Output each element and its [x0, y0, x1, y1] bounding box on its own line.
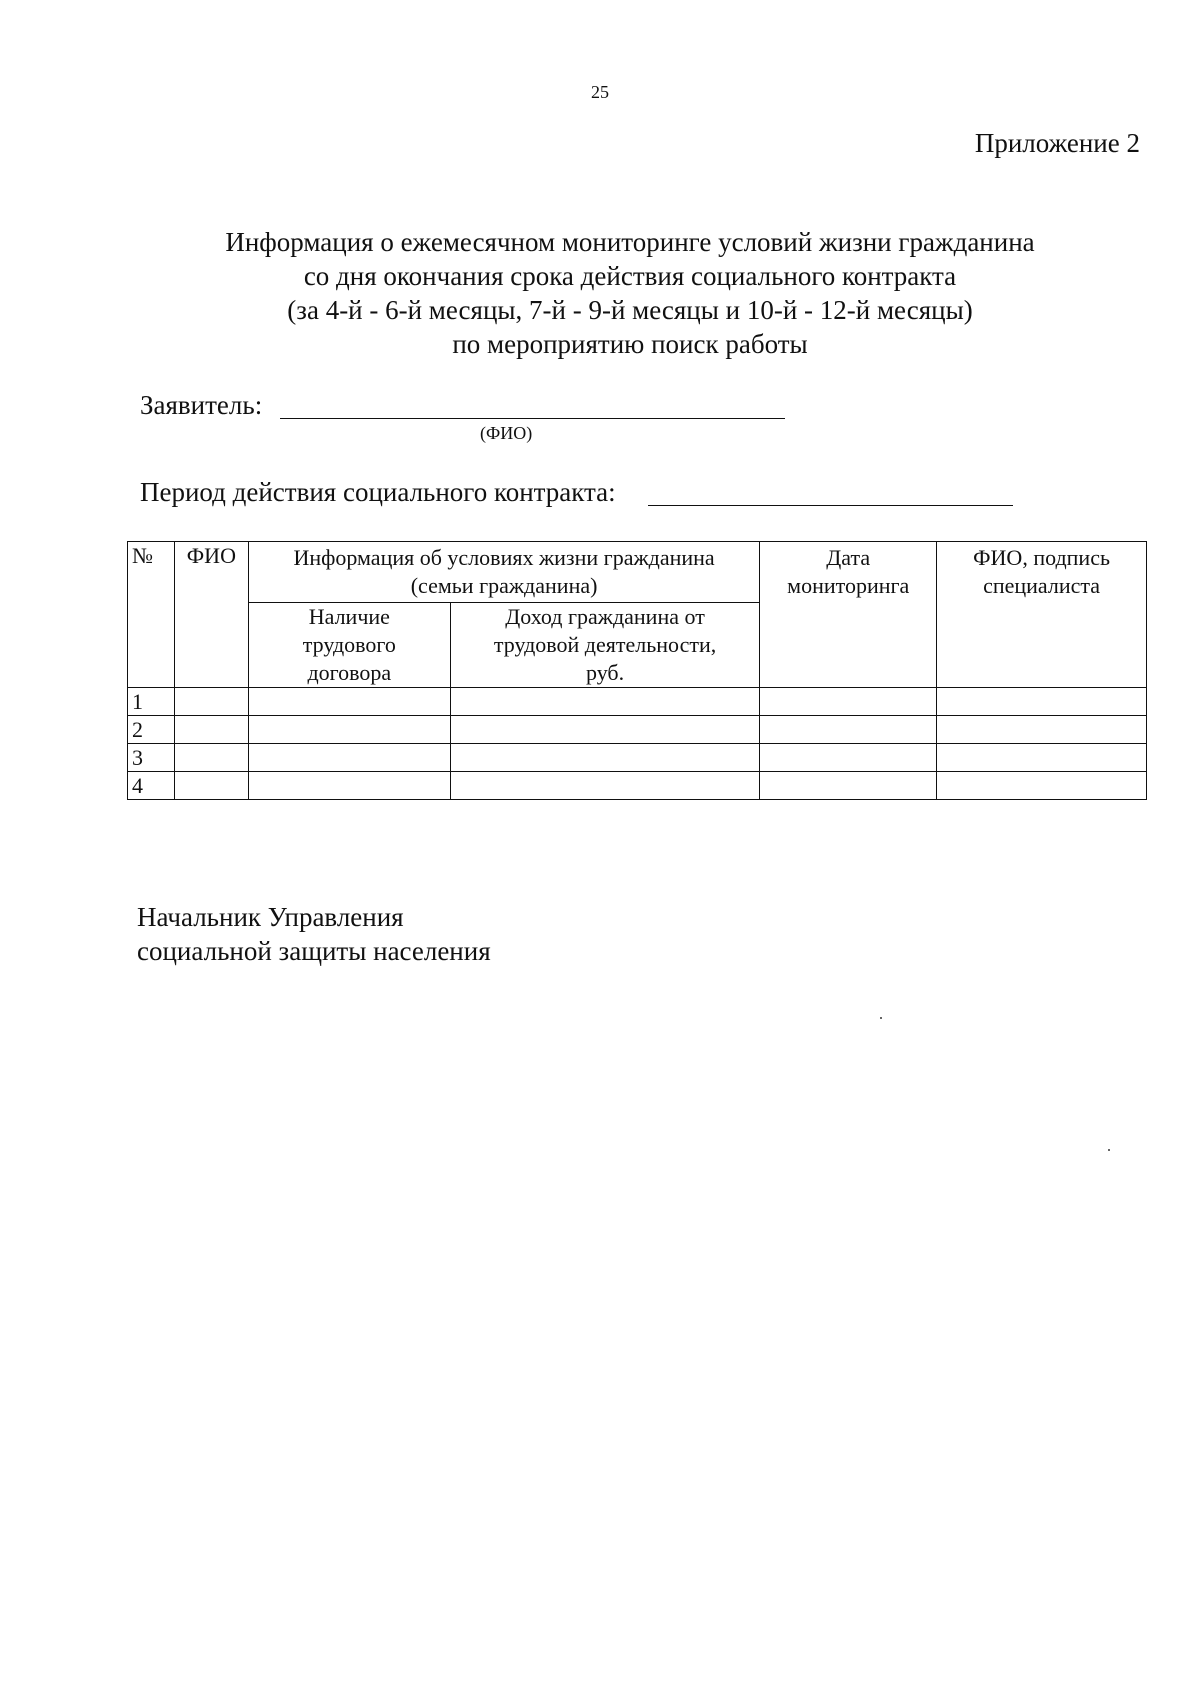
appendix-label: Приложение 2: [974, 128, 1140, 158]
row-number: 1: [128, 688, 175, 716]
cell-fio[interactable]: [174, 688, 248, 716]
table-row: [128, 688, 1147, 716]
cell-fio[interactable]: [174, 772, 248, 800]
applicant-hint: (ФИО): [480, 423, 533, 443]
cell-date[interactable]: [760, 688, 937, 716]
title-line: Информация о ежемесячном мониторинге условий жизни гражданина: [225, 227, 1035, 257]
period-label: Период действия социального контракта:: [140, 477, 616, 507]
cell-specialist[interactable]: [937, 688, 1147, 716]
title-line: (за 4-й - 6-й месяцы, 7-й - 9-й месяцы и 10-й - 12-й месяцы): [287, 295, 973, 325]
signature-block: [137, 900, 491, 968]
row-number: 3: [128, 744, 175, 772]
signature-line: социальной защиты населения: [137, 936, 491, 966]
cell-income[interactable]: [450, 744, 760, 772]
header-number: №: [128, 542, 175, 688]
cell-date[interactable]: [760, 716, 937, 744]
row-number: 4: [128, 772, 175, 800]
cell-date[interactable]: [760, 744, 937, 772]
cell-date[interactable]: [760, 772, 937, 800]
cell-contract[interactable]: [248, 772, 450, 800]
page-number: 25: [591, 82, 609, 102]
table-row: [128, 744, 1147, 772]
row-number: 2: [128, 716, 175, 744]
cell-contract[interactable]: [248, 744, 450, 772]
cell-specialist[interactable]: [937, 772, 1147, 800]
header-conditions: Информация об условиях жизни гражданина (семьи гражданина): [248, 542, 759, 603]
applicant-label: Заявитель:: [140, 390, 263, 420]
header-date: Дата мониторинга: [760, 542, 937, 688]
table-row: [128, 772, 1147, 800]
header-contract: Наличие трудового договора: [248, 603, 450, 688]
title-line: со дня окончания срока действия социального контракта: [303, 261, 957, 291]
cell-contract[interactable]: [248, 688, 450, 716]
cell-income[interactable]: [450, 772, 760, 800]
cell-specialist[interactable]: [937, 716, 1147, 744]
document-title: [130, 225, 1130, 361]
table-header-row: [128, 542, 1147, 603]
signature-line: Начальник Управления: [137, 902, 404, 932]
header-income: Доход гражданина от трудовой деятельности, руб.: [450, 603, 760, 688]
scan-speck: [880, 1017, 882, 1019]
table-row: [128, 716, 1147, 744]
applicant-fill-line[interactable]: [280, 418, 785, 419]
cell-fio[interactable]: [174, 716, 248, 744]
header-specialist: ФИО, подпись специалиста: [937, 542, 1147, 688]
title-line: по мероприятию поиск работы: [452, 329, 808, 359]
cell-fio[interactable]: [174, 744, 248, 772]
cell-contract[interactable]: [248, 716, 450, 744]
header-fio: ФИО: [174, 542, 248, 688]
monitoring-table: [127, 541, 1147, 800]
cell-specialist[interactable]: [937, 744, 1147, 772]
cell-income[interactable]: [450, 716, 760, 744]
period-fill-line[interactable]: [648, 505, 1013, 506]
cell-income[interactable]: [450, 688, 760, 716]
scan-speck: [1108, 1149, 1110, 1151]
